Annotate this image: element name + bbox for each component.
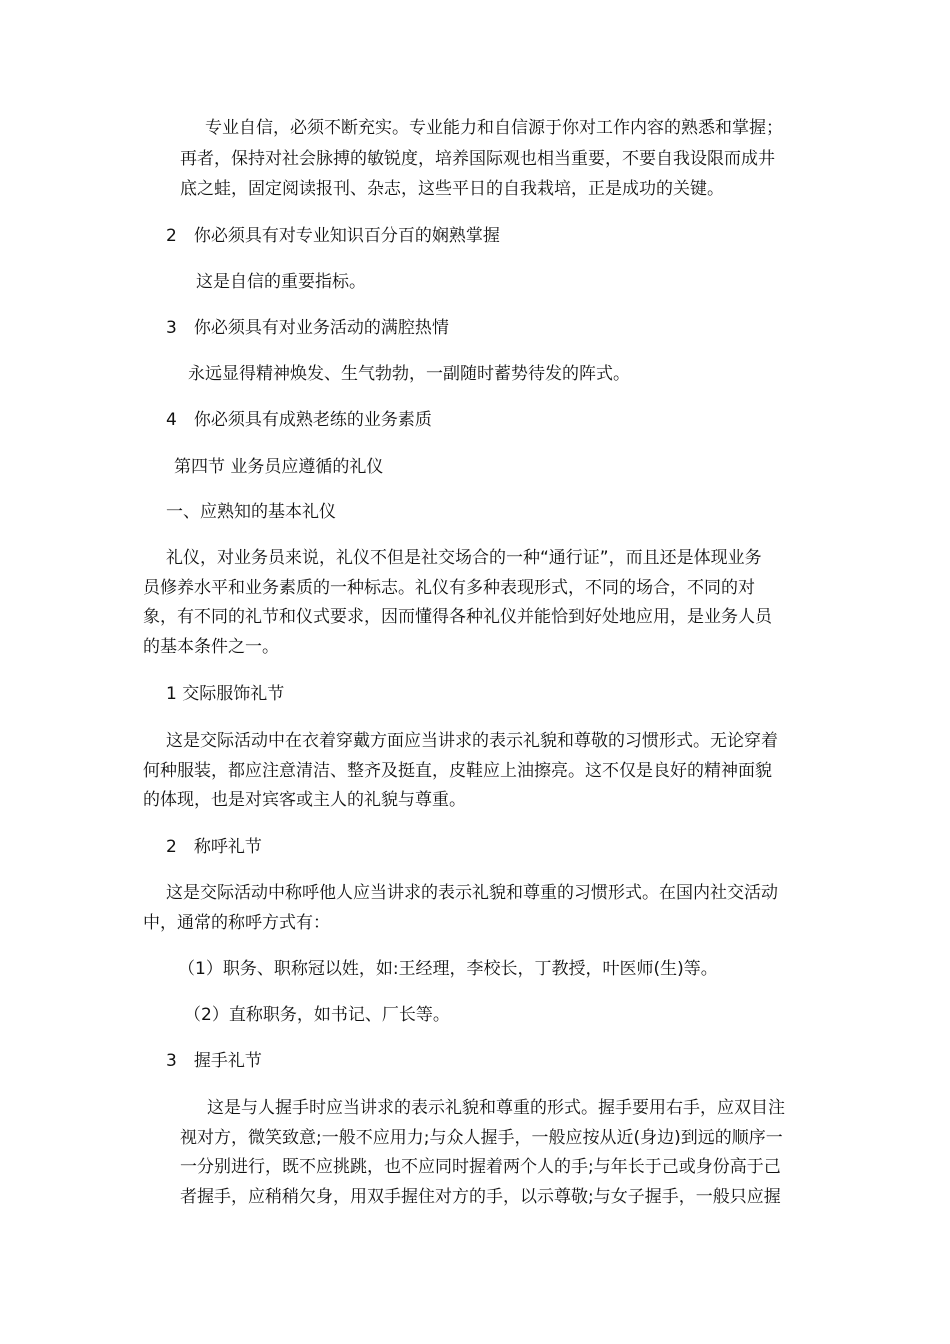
section-title: 第四节 业务员应遵循的礼仪 [174,457,384,477]
address-heading: 2 称呼礼节 [166,837,262,857]
handshake-line-4: 者握手，应稍稍欠身，用双手握住对方的手，以示尊敬;与女子握手，一般只应握 [180,1187,781,1207]
handshake-line-2: 视对方，微笑致意;一般不应用力;与众人握手，一般应按从近(身边)到远的顺序一 [180,1128,783,1148]
dress-line-2: 何种服装，都应注意清洁、整齐及挺直，皮鞋应上油擦亮。这不仅是良好的精神面貌 [143,761,772,781]
handshake-line-1: 这是与人握手时应当讲求的表示礼貌和尊重的形式。握手要用右手，应双目注 [207,1098,785,1118]
address-list-item-1: （1）职务、职称冠以姓，如:王经理，李校长，丁教授，叶医师(生)等。 [178,959,718,979]
item-4-heading: 4 你必须具有成熟老练的业务素质 [166,410,432,430]
item-3-heading: 3 你必须具有对业务活动的满腔热情 [166,318,449,338]
dress-line-3: 的体现，也是对宾客或主人的礼貌与尊重。 [143,790,466,810]
intro-line-1: 专业自信，必须不断充实。专业能力和自信源于你对工作内容的熟悉和掌握； [205,118,783,138]
intro-line-3: 底之蛙，固定阅读报刊、杂志，这些平日的自我栽培，正是成功的关键。 [180,179,724,199]
etiquette-line-1: 礼仪，对业务员来说，礼仪不但是社交场合的一种“通行证”，而且还是体现业务 [166,548,762,568]
item-2-heading: 2 你必须具有对专业知识百分百的娴熟掌握 [166,226,500,246]
dress-heading: 1 交际服饰礼节 [166,684,285,704]
etiquette-line-2: 员修养水平和业务素质的一种标志。礼仪有多种表现形式，不同的场合，不同的对 [143,578,755,598]
dress-line-1: 这是交际活动中在衣着穿戴方面应当讲求的表示礼貌和尊敬的习惯形式。无论穿着 [166,731,778,751]
item-3-text: 永远显得精神焕发、生气勃勃，一副随时蓄势待发的阵式。 [188,364,630,384]
handshake-line-3: 一分别进行，既不应挑跳，也不应同时握着两个人的手;与年长于己或身份高于己 [180,1157,781,1177]
handshake-heading: 3 握手礼节 [166,1051,262,1071]
address-list-item-2: （2）直称职务，如书记、厂长等。 [184,1005,450,1025]
etiquette-line-3: 象，有不同的礼节和仪式要求，因而懂得各种礼仪并能恰到好处地应用，是业务人员 [143,607,772,627]
intro-line-2: 再者，保持对社会脉搏的敏锐度，培养国际观也相当重要，不要自我设限而成井 [180,149,775,169]
address-line-2: 中，通常的称呼方式有： [143,913,330,933]
item-2-text: 这是自信的重要指标。 [196,272,366,292]
subsection-title: 一、应熟知的基本礼仪 [166,502,336,522]
etiquette-line-4: 的基本条件之一。 [143,637,279,657]
address-line-1: 这是交际活动中称呼他人应当讲求的表示礼貌和尊重的习惯形式。在国内社交活动 [166,883,778,903]
